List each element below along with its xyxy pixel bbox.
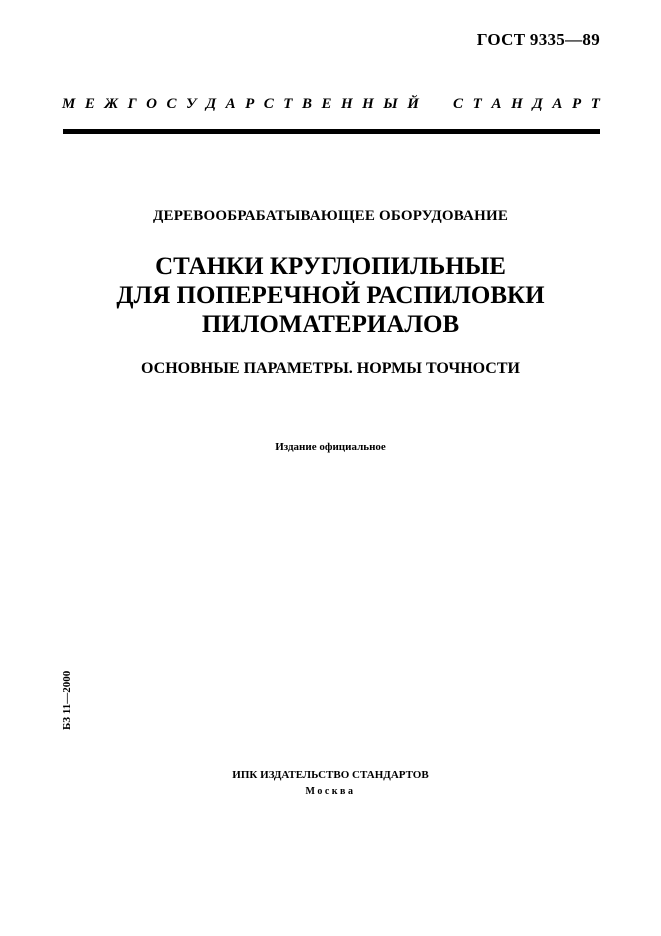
heading-letter: Н: [340, 96, 353, 112]
heading-letter: А: [225, 96, 236, 112]
category-heading: ДЕРЕВООБРАБАТЫВАЮЩЕЕ ОБОРУДОВАНИЕ: [152, 208, 509, 224]
heading-letter: Д: [205, 96, 217, 112]
publisher-name: ИПК ИЗДАТЕЛЬСТВО СТАНДАРТОВ: [232, 769, 429, 781]
heading-letter: Е: [321, 96, 332, 112]
standard-number: ГОСТ 9335—89: [476, 30, 600, 49]
publisher-city: Москва: [305, 786, 356, 797]
document-title: [0, 252, 661, 339]
standard-word: [453, 96, 600, 113]
heading-letter: Д: [532, 96, 543, 112]
heading-letter: Р: [571, 96, 582, 112]
heading-letter: Ж: [104, 96, 119, 112]
heading-letter: Ы: [383, 96, 398, 112]
title-line: СТАНКИ КРУГЛОПИЛЬНЫЕ: [155, 253, 506, 280]
heading-letter: В: [301, 96, 312, 112]
heading-letter: Г: [127, 96, 137, 112]
heading-letter: Т: [472, 96, 482, 112]
heading-letter: У: [185, 96, 197, 112]
document-subtitle: ОСНОВНЫЕ ПАРАМЕТРЫ. НОРМЫ ТОЧНОСТИ: [141, 360, 520, 377]
title-line: ПИЛОМАТЕРИАЛОВ: [201, 311, 460, 338]
heading-letter: М: [62, 96, 76, 112]
heading-letter: А: [491, 96, 502, 112]
heading-letter: Н: [511, 96, 523, 112]
interstate-standard-heading: [62, 96, 600, 113]
interstate-word: [62, 96, 419, 113]
title-line: ДЛЯ ПОПЕРЕЧНОЙ РАСПИЛОВКИ: [116, 282, 545, 309]
edition-note: Издание официальное: [275, 441, 386, 453]
heading-letter: Т: [590, 96, 600, 112]
heading-letter: А: [552, 96, 563, 112]
heading-letter: Т: [283, 96, 293, 112]
heading-letter: С: [263, 96, 274, 112]
heading-letter: Н: [362, 96, 374, 112]
side-code: БЗ 11—2000: [61, 670, 73, 730]
heading-letter: С: [453, 96, 464, 112]
heading-letter: Е: [84, 96, 95, 112]
heading-letter: О: [146, 96, 157, 112]
heading-letter: Й: [407, 96, 419, 112]
heading-letter: Р: [245, 96, 255, 112]
header-rule: [63, 129, 600, 134]
heading-letter: С: [166, 96, 177, 112]
